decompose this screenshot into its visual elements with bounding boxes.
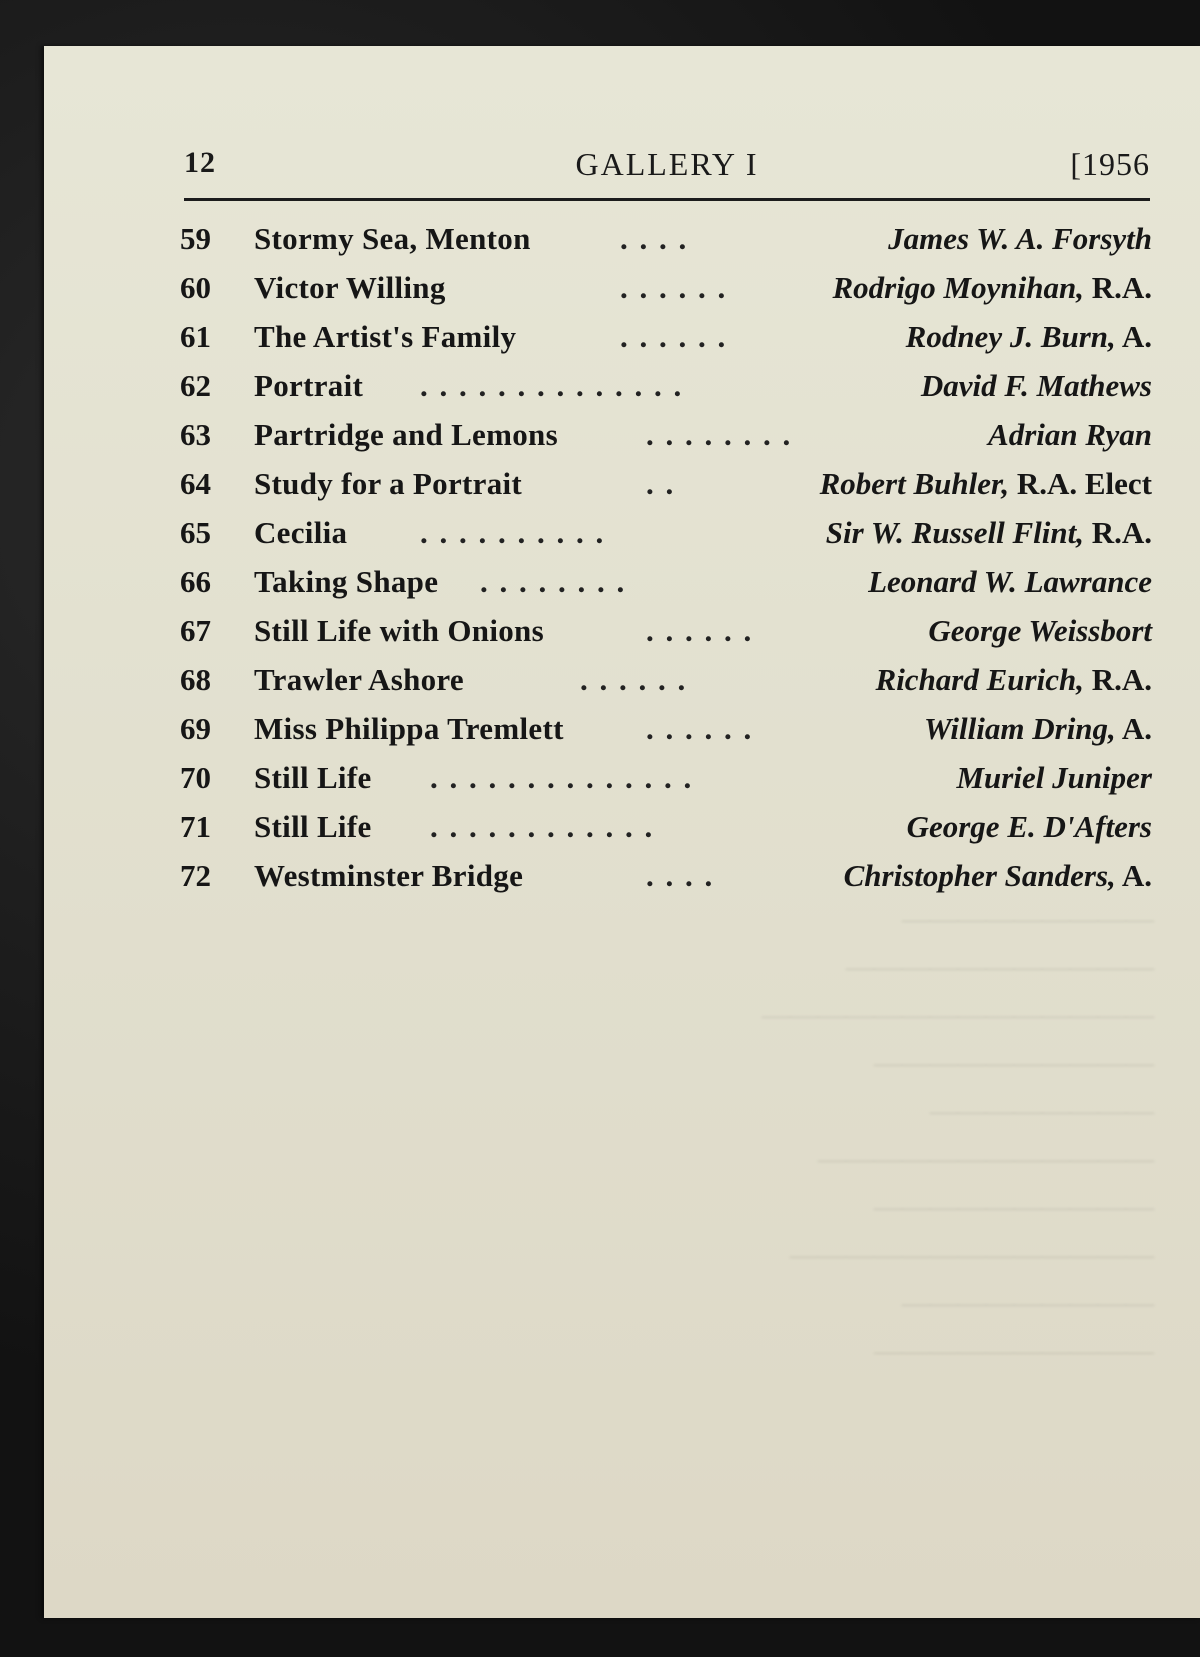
page-number: 12 (184, 146, 216, 179)
dot-leader: . . . . . . . . (646, 417, 793, 452)
catalogue-number: 70 (180, 760, 211, 795)
dot-leader: . . . . . . . . . . . . (430, 809, 655, 844)
catalogue-number: 60 (180, 270, 211, 305)
artist (907, 802, 1152, 851)
list-item (180, 753, 1152, 802)
artist-suffix: R.A. (1091, 662, 1152, 697)
artist-name: James W. A. Forsyth (888, 221, 1152, 256)
list-item (180, 802, 1152, 851)
artist-name: Robert Buhler, (819, 466, 1010, 501)
catalogue-number: 67 (180, 613, 211, 648)
dot-leader: . . . . . . . . . . . . . . (430, 760, 694, 795)
list-item (180, 508, 1152, 557)
work-title: Still Life (254, 760, 372, 795)
catalogue-number: 63 (180, 417, 211, 452)
list-item (180, 851, 1152, 900)
catalogue-number: 69 (180, 711, 211, 746)
artist-name: Christopher Sanders, (843, 858, 1116, 893)
work-title: Miss Philippa Tremlett (254, 711, 564, 746)
artist (826, 508, 1152, 557)
artist (868, 557, 1152, 606)
dot-leader: . . . . . . (580, 662, 688, 697)
list-item (180, 410, 1152, 459)
artist (876, 655, 1152, 704)
artist (888, 214, 1152, 263)
artist (820, 459, 1152, 508)
artist-suffix: A. (1121, 858, 1152, 893)
artist-suffix: R.A. (1091, 270, 1152, 305)
header-rule (184, 198, 1150, 201)
artist-name: Muriel Juniper (956, 760, 1152, 795)
catalogue-number: 64 (180, 466, 211, 501)
list-item (180, 557, 1152, 606)
artist (906, 312, 1152, 361)
catalogue-number: 71 (180, 809, 211, 844)
list-item (180, 312, 1152, 361)
dot-leader: . . . . (620, 221, 689, 256)
work-title: Taking Shape (254, 564, 439, 599)
work-title: Partridge and Lemons (254, 417, 558, 452)
artist-name: George Weissbort (928, 613, 1152, 648)
list-item (180, 655, 1152, 704)
artist (832, 263, 1152, 312)
work-title: Cecilia (254, 515, 348, 550)
entry-list (180, 214, 1152, 900)
artist-name: Rodrigo Moynihan, (832, 270, 1084, 305)
artist (988, 410, 1152, 459)
artist-suffix: R.A. Elect (1016, 466, 1152, 501)
dot-leader: . . . . . . (620, 319, 728, 354)
year-label: [1956 (1070, 146, 1150, 182)
dot-leader: . . (646, 466, 676, 501)
work-title: Victor Willing (254, 270, 446, 305)
artist-name: Sir W. Russell Flint, (825, 515, 1084, 550)
dot-leader: . . . . . . . . . . (420, 515, 606, 550)
list-item (180, 606, 1152, 655)
work-title: Study for a Portrait (254, 466, 523, 501)
artist-suffix: A. (1121, 711, 1152, 746)
catalogue-page (44, 46, 1200, 1618)
catalogue-number: 61 (180, 319, 211, 354)
dot-leader: . . . . . . (620, 270, 728, 305)
list-item (180, 704, 1152, 753)
catalogue-number: 65 (180, 515, 211, 550)
artist-name: Adrian Ryan (988, 417, 1152, 452)
artist-name: Rodney J. Burn, (905, 319, 1116, 354)
work-title: Still Life with Onions (254, 613, 544, 648)
running-title: GALLERY I (575, 146, 759, 182)
dot-leader: . . . . . . . . . . . . . . (420, 368, 684, 403)
artist-name: Leonard W. Lawrance (868, 564, 1152, 599)
dot-leader: . . . . (646, 858, 715, 893)
artist-name: Richard Eurich, (875, 662, 1084, 697)
show-through-text: ————————— ——————————— —————————————— —————————— ———————— ———————————— —————————— ————————————— ————————— —————————— (762, 904, 1154, 1367)
dot-leader: . . . . . . (646, 711, 754, 746)
list-item (180, 214, 1152, 263)
artist-name: David F. Mathews (920, 368, 1152, 403)
catalogue-number: 66 (180, 564, 211, 599)
artist (844, 851, 1152, 900)
work-title: Westminster Bridge (254, 858, 524, 893)
work-title: Stormy Sea, Menton (254, 221, 531, 256)
catalogue-number: 68 (180, 662, 211, 697)
work-title: The Artist's Family (254, 319, 517, 354)
artist-name: William Dring, (924, 711, 1116, 746)
work-title: Trawler Ashore (254, 662, 464, 697)
artist-name: George E. D'Afters (906, 809, 1152, 844)
catalogue-number: 62 (180, 368, 211, 403)
work-title: Portrait (254, 368, 364, 403)
catalogue-number: 59 (180, 221, 211, 256)
page-header (184, 146, 1150, 206)
artist (928, 606, 1152, 655)
catalogue-number: 72 (180, 858, 211, 893)
dot-leader: . . . . . . (646, 613, 754, 648)
artist (956, 753, 1152, 802)
artist (924, 704, 1152, 753)
list-item (180, 459, 1152, 508)
artist-suffix: R.A. (1091, 515, 1152, 550)
artist-suffix: A. (1121, 319, 1152, 354)
work-title: Still Life (254, 809, 372, 844)
list-item (180, 361, 1152, 410)
list-item (180, 263, 1152, 312)
artist (921, 361, 1152, 410)
dot-leader: . . . . . . . . (480, 564, 627, 599)
